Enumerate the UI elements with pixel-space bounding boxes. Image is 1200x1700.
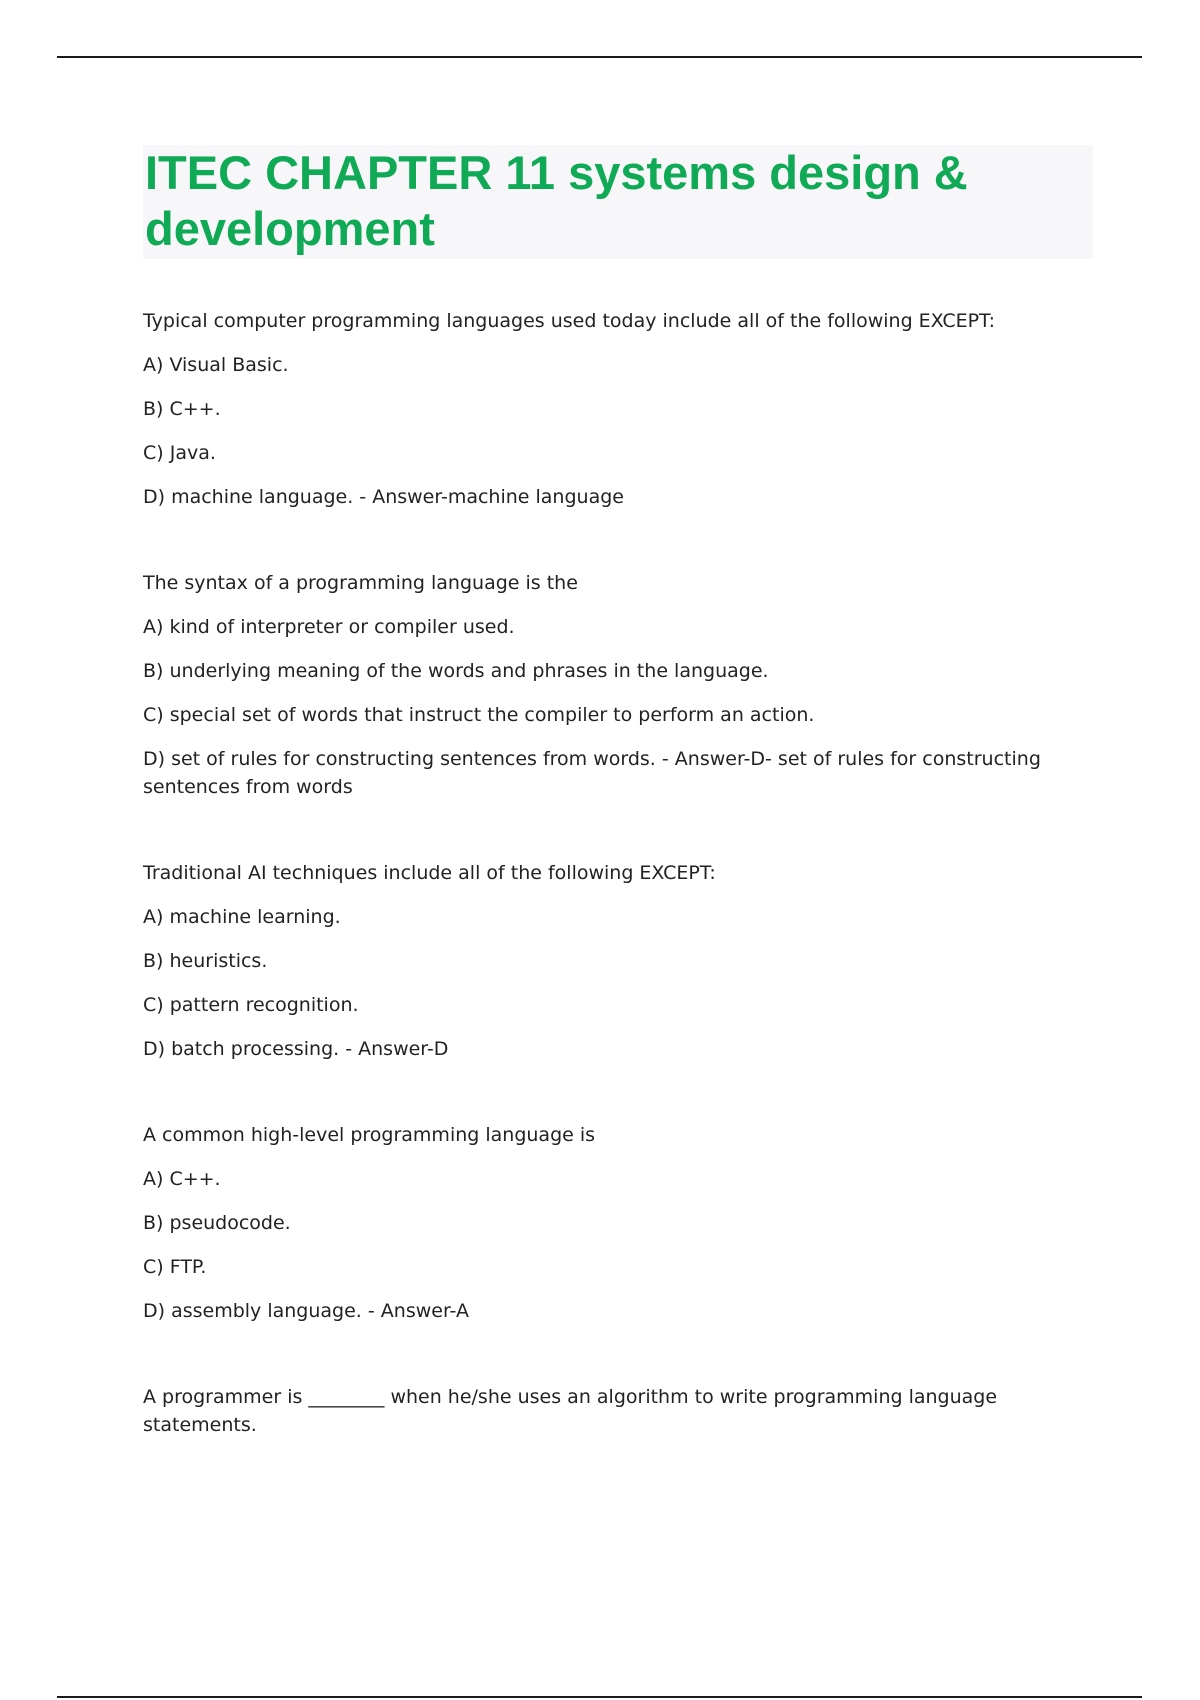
top-rule xyxy=(57,56,1142,58)
question-2 xyxy=(143,569,1093,801)
option-a: A) machine learning. xyxy=(143,906,341,928)
bottom-rule xyxy=(57,1696,1142,1698)
option-d-with-answer: D) machine language. - Answer-machine language xyxy=(143,486,624,508)
question-prompt: The syntax of a programming language is the xyxy=(143,572,578,594)
option-d-with-answer: D) assembly language. - Answer-A xyxy=(143,1300,469,1322)
option-a: A) C++. xyxy=(143,1168,221,1190)
question-4 xyxy=(143,1121,1093,1325)
option-b: B) pseudocode. xyxy=(143,1212,291,1234)
option-b: B) C++. xyxy=(143,398,221,420)
question-3 xyxy=(143,859,1093,1063)
question-5 xyxy=(143,1383,1093,1439)
question-1 xyxy=(143,307,1093,511)
document-title: ITEC CHAPTER 11 systems design & development xyxy=(145,146,968,255)
option-c: C) FTP. xyxy=(143,1256,207,1278)
question-prompt: A common high-level programming language is xyxy=(143,1124,596,1146)
option-a: A) Visual Basic. xyxy=(143,354,289,376)
option-d-with-answer: D) batch processing. - Answer-D xyxy=(143,1038,449,1060)
option-c: C) pattern recognition. xyxy=(143,994,359,1016)
question-prompt: Typical computer programming languages used today include all of the following EXCEPT: xyxy=(143,310,995,332)
option-a: A) kind of interpreter or compiler used. xyxy=(143,616,515,638)
option-b: B) heuristics. xyxy=(143,950,268,972)
option-b: B) underlying meaning of the words and phrases in the language. xyxy=(143,660,769,682)
document-body xyxy=(143,145,1093,1497)
question-prompt: Traditional AI techniques include all of the following EXCEPT: xyxy=(143,862,716,884)
option-c: C) Java. xyxy=(143,442,216,464)
title-banner xyxy=(143,145,1093,259)
question-prompt: A programmer is ________ when he/she uses an algorithm to write programming language statements. xyxy=(143,1386,998,1436)
option-c: C) special set of words that instruct the compiler to perform an action. xyxy=(143,704,815,726)
option-d-with-answer: D) set of rules for constructing sentences from words. - Answer-D- set of rules for constructing sentences from words xyxy=(143,748,1041,798)
